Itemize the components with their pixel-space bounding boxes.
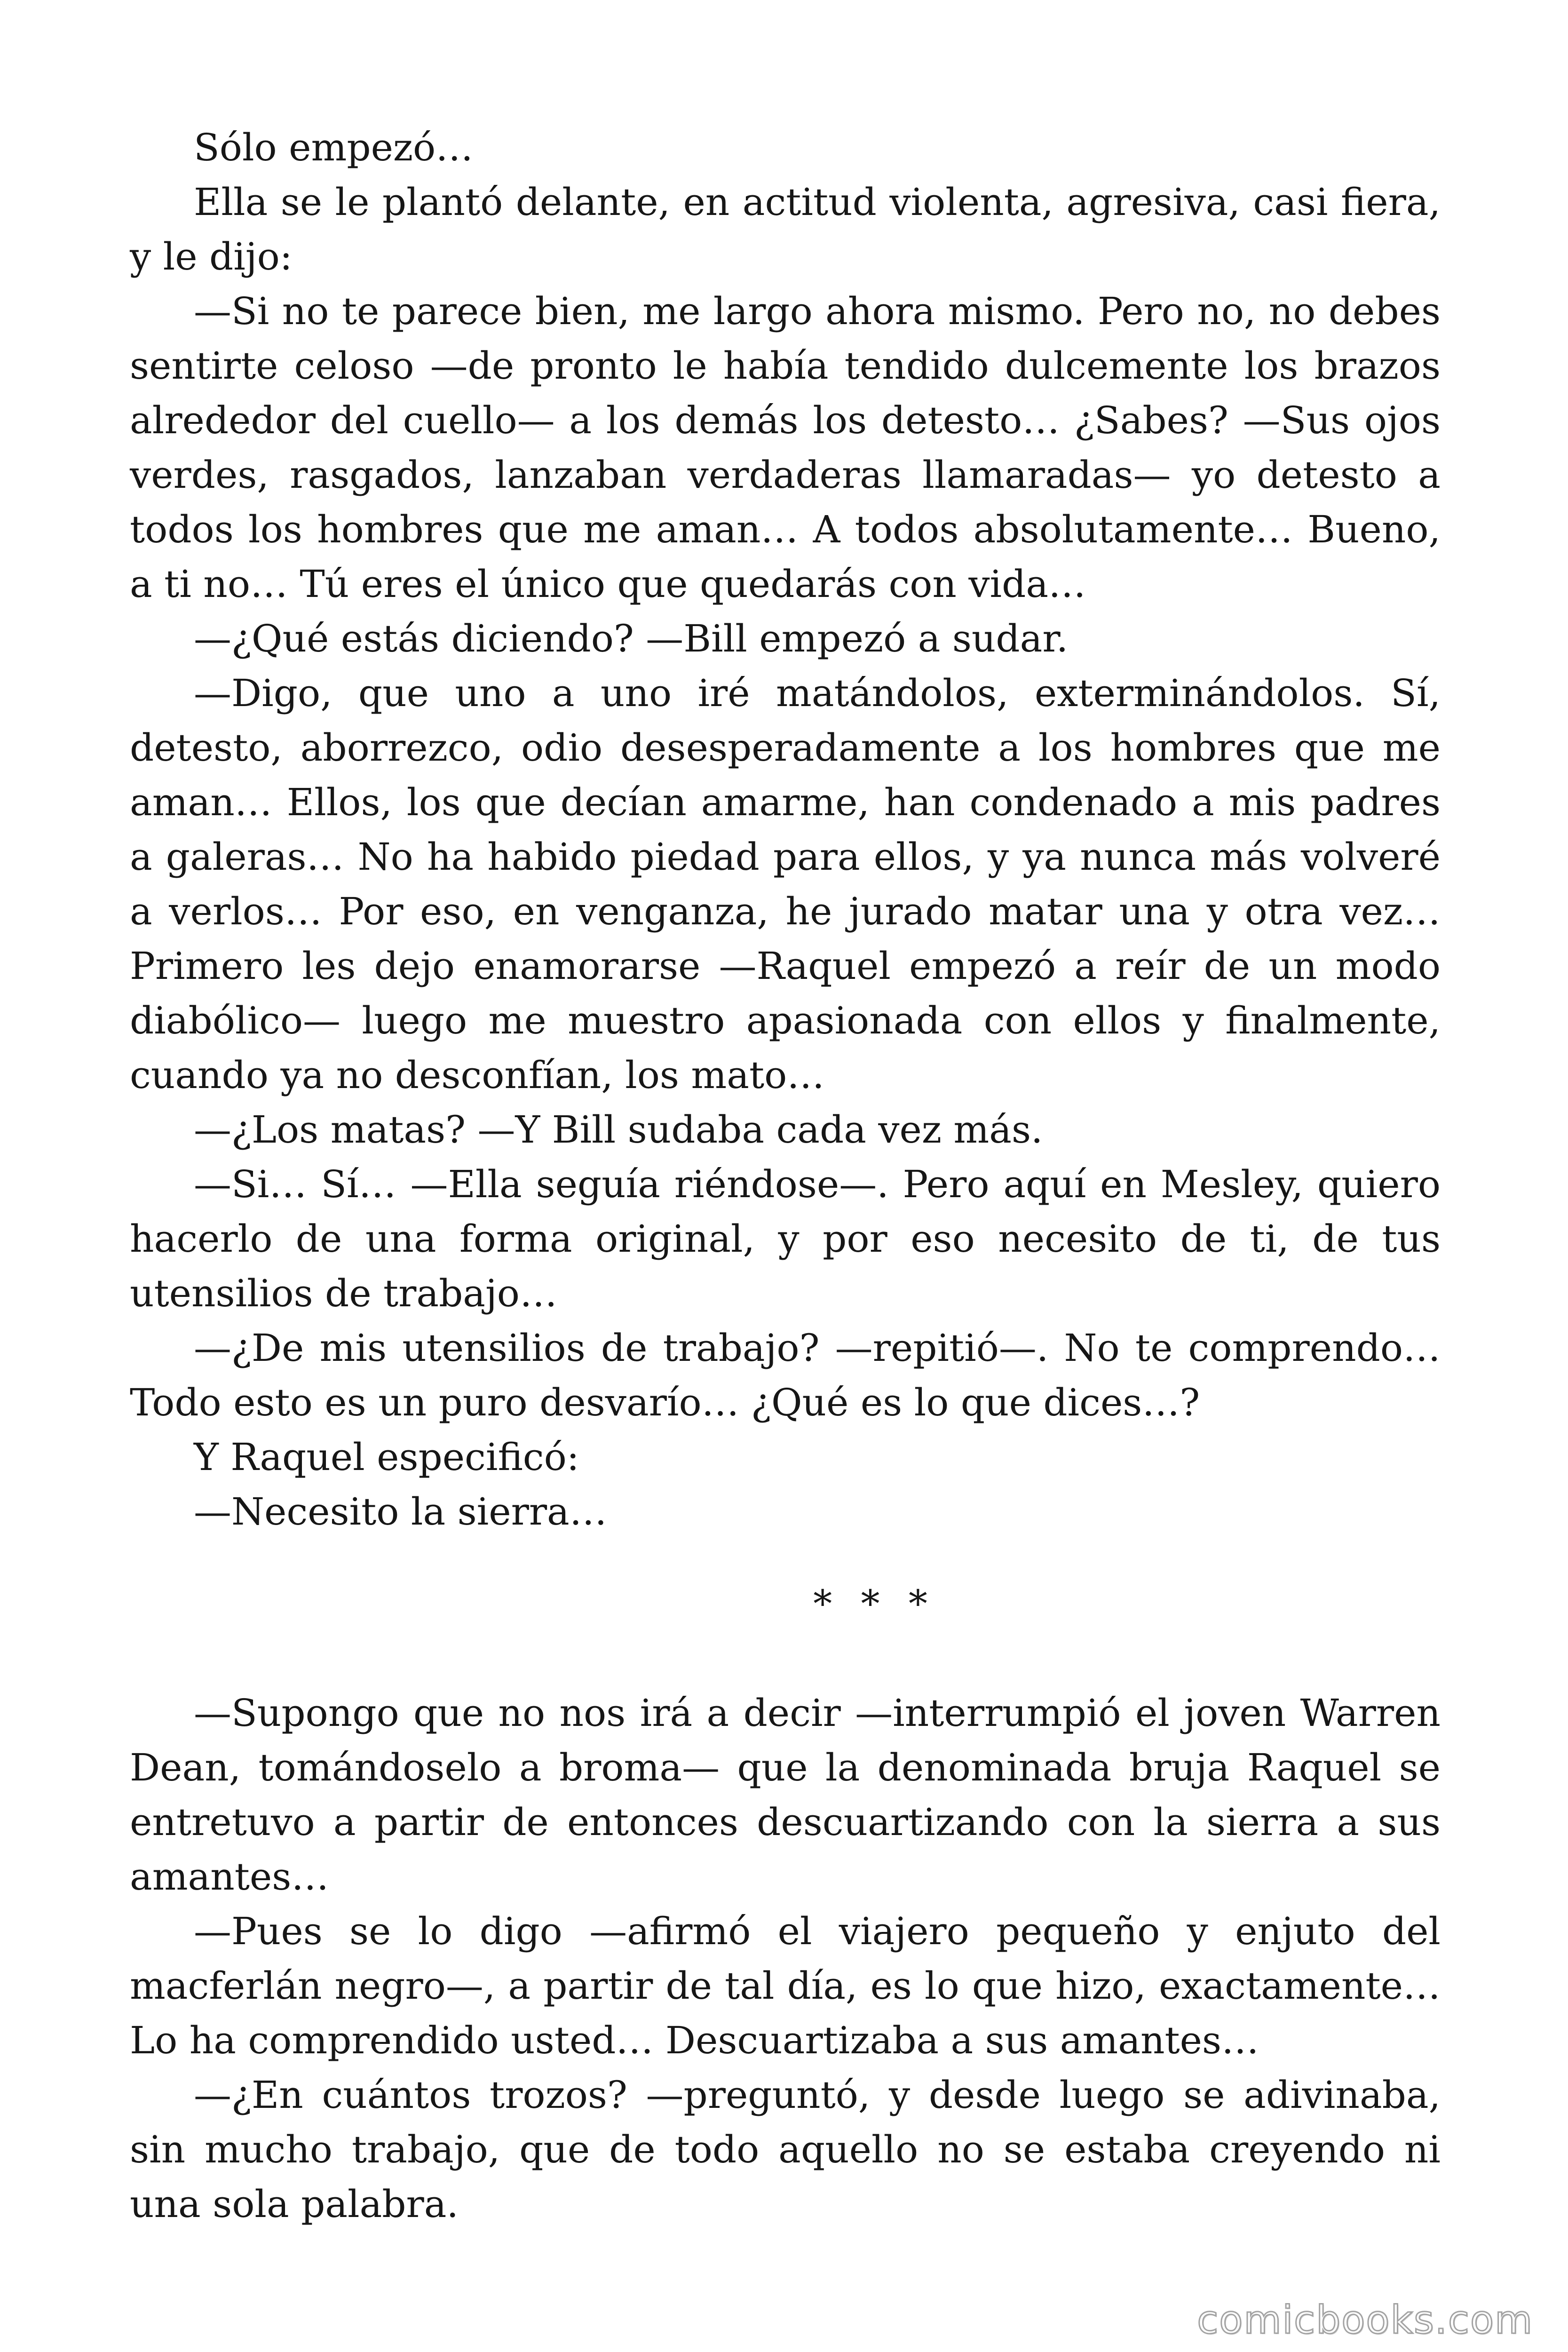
paragraph: Sólo empezó… <box>194 126 474 169</box>
paragraph: —Si no te parece bien, me largo ahora mismo. Pero no, no debes sentirte celoso —de pronto le había tendido dulcemente los brazos alrededor del cuello— a los demás los detesto… ¿Sabes? —Sus ojos verdes, rasgados, lanzaban verdaderas llamaradas— yo detesto a todos los hombres que me aman… A todos absolutamente… Bueno, a ti no… Tú eres el único que quedarás con vida… <box>130 289 1441 606</box>
paragraph: Ella se le plantó delante, en actitud violenta, agresiva, casi fiera, y le dijo: <box>130 180 1441 278</box>
paragraph: —Pues se lo digo —afirmó el viajero pequeño y enjuto del macferlán negro—, a partir de tal día, es lo que hizo, exactamente… Lo ha comprendido usted… Descuartizaba a sus amantes… <box>130 1909 1441 2062</box>
section-two <box>130 1686 1441 2232</box>
section-separator: * * * <box>813 1582 936 1626</box>
paragraph: Y Raquel especificó: <box>194 1435 579 1479</box>
paragraph: —Supongo que no nos irá a decir —interrumpió el joven Warren Dean, tomándoselo a broma— que la denominada bruja Raquel se entretuvo a partir de entonces descuartizando con la sierra a sus amantes… <box>130 1691 1441 1899</box>
paragraph: —¿En cuántos trozos? —preguntó, y desde luego se adivinaba, sin mucho trabajo, que de todo aquello no se estaba creyendo ni una sola palabra. <box>130 2073 1441 2226</box>
paragraph: —Digo, que uno a uno iré matándolos, exterminándolos. Sí, detesto, aborrezco, odio desesperadamente a los hombres que me aman… Ellos, los que decían amarme, han condenado a mis padres a galeras… No ha habido piedad para ellos, y ya nunca más volveré a verlos… Por eso, en venganza, he jurado matar una y otra vez… Primero les dejo enamorarse —Raquel empezó a reír de un modo diabólico— luego me muestro apasionada con ellos y finalmente, cuando ya no desconfían, los mato… <box>130 671 1441 1097</box>
paragraph: —¿Los matas? —Y Bill sudaba cada vez más. <box>194 1108 1043 1152</box>
paragraph: —¿Qué estás diciendo? —Bill empezó a sudar. <box>194 617 1069 660</box>
page-text <box>130 120 1441 2232</box>
watermark: comicbooks.com <box>1197 2298 1533 2343</box>
paragraph: —Si… Sí… —Ella seguía riéndose—. Pero aquí en Mesley, quiero hacerlo de una forma original, y por eso necesito de ti, de tus utensilios de trabajo… <box>130 1162 1441 1315</box>
paragraph: —Necesito la sierra… <box>194 1490 607 1534</box>
paragraph: —¿De mis utensilios de trabajo? —repitió—. No te comprendo… Todo esto es un puro desvarío… ¿Qué es lo que dices…? <box>130 1326 1441 1424</box>
section-one <box>130 120 1441 1539</box>
